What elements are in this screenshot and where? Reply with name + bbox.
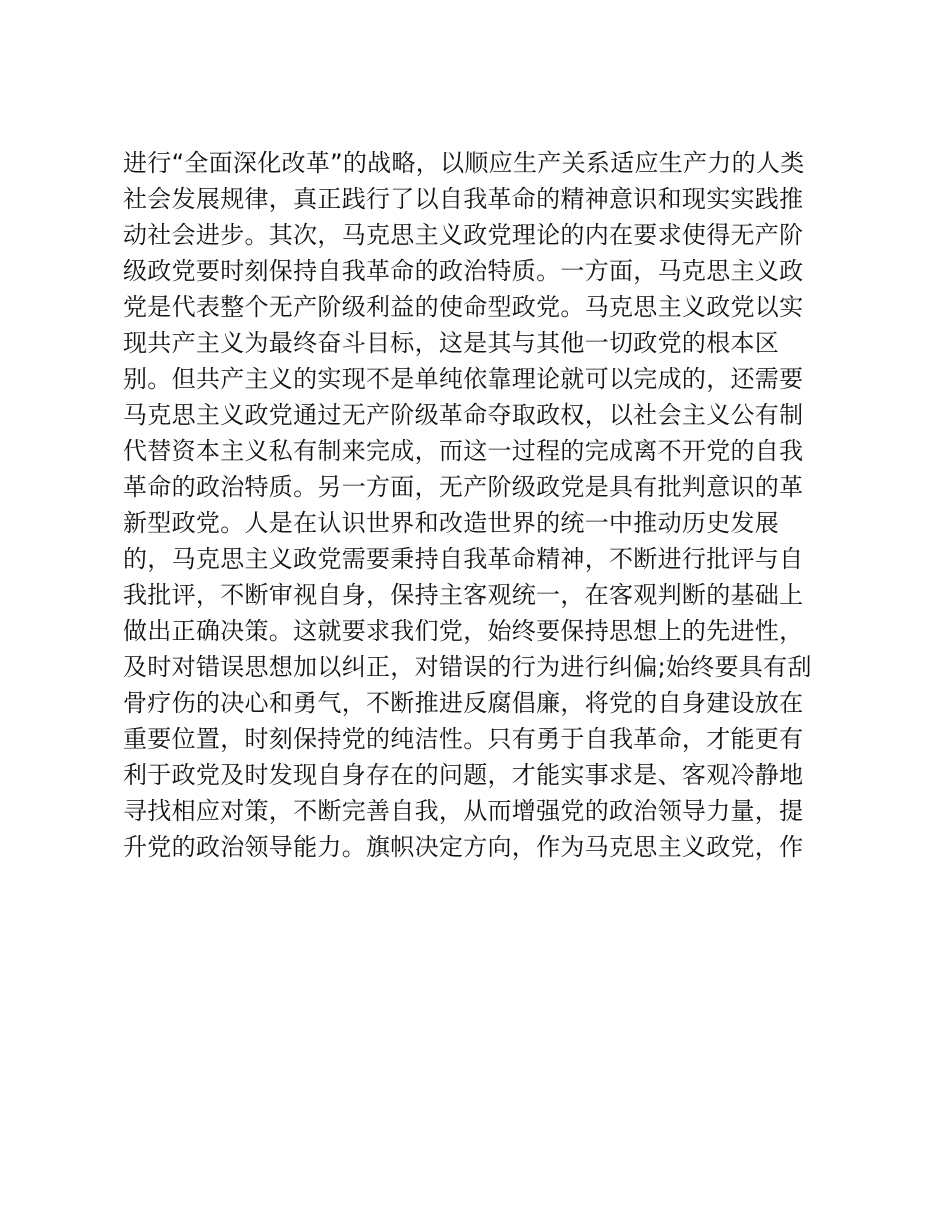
text-line: 别。但共产主义的实现不是单纯依靠理论就可以完成的，还需要 xyxy=(123,365,804,393)
text-line: 及时对错误思想加以纠正，对错误的行为进行纠偏;始终要具有刮 xyxy=(123,653,812,681)
text-line: 新型政党。人是在认识世界和改造世界的统一中推动历史发展 xyxy=(123,509,780,537)
text-line: 现共产主义为最终奋斗目标，这是其与其他一切政党的根本区 xyxy=(123,329,780,357)
text-line: 我批评，不断审视自身，保持主客观统一，在客观判断的基础上 xyxy=(123,581,804,609)
text-line: 骨疗伤的决心和勇气，不断推进反腐倡廉，将党的自身建设放在 xyxy=(123,689,804,717)
text-line: 做出正确决策。这就要求我们党，始终要保持思想上的先进性， xyxy=(123,617,804,645)
text-line: 寻找相应对策，不断完善自我，从而增强党的政治领导力量，提 xyxy=(123,797,804,825)
text-line: 进行“全面深化改革”的战略，以顺应生产关系适应生产力的人类 xyxy=(123,149,805,177)
text-line: 党是代表整个无产阶级利益的使命型政党。马克思主义政党以实 xyxy=(123,293,804,321)
text-line: 利于政党及时发现自身存在的问题，才能实事求是、客观冷静地 xyxy=(123,761,804,789)
body-text xyxy=(123,145,835,865)
text-line: 代替资本主义私有制来完成，而这一过程的完成离不开党的自我 xyxy=(123,437,804,465)
text-line: 马克思主义政党通过无产阶级革命夺取政权，以社会主义公有制 xyxy=(123,401,804,429)
text-line: 升党的政治领导能力。旗帜决定方向，作为马克思主义政党，作 xyxy=(123,833,804,861)
text-line: 社会发展规律，真正践行了以自我革命的精神意识和现实实践推 xyxy=(123,185,804,213)
text-line: 级政党要时刻保持自我革命的政治特质。一方面，马克思主义政 xyxy=(123,257,804,285)
text-line: 重要位置，时刻保持党的纯洁性。只有勇于自我革命，才能更有 xyxy=(123,725,804,753)
text-line: 动社会进步。其次，马克思主义政党理论的内在要求使得无产阶 xyxy=(123,221,804,249)
text-line: 的，马克思主义政党需要秉持自我革命精神，不断进行批评与自 xyxy=(123,545,804,573)
text-line: 革命的政治特质。另一方面，无产阶级政党是具有批判意识的革 xyxy=(123,473,804,501)
